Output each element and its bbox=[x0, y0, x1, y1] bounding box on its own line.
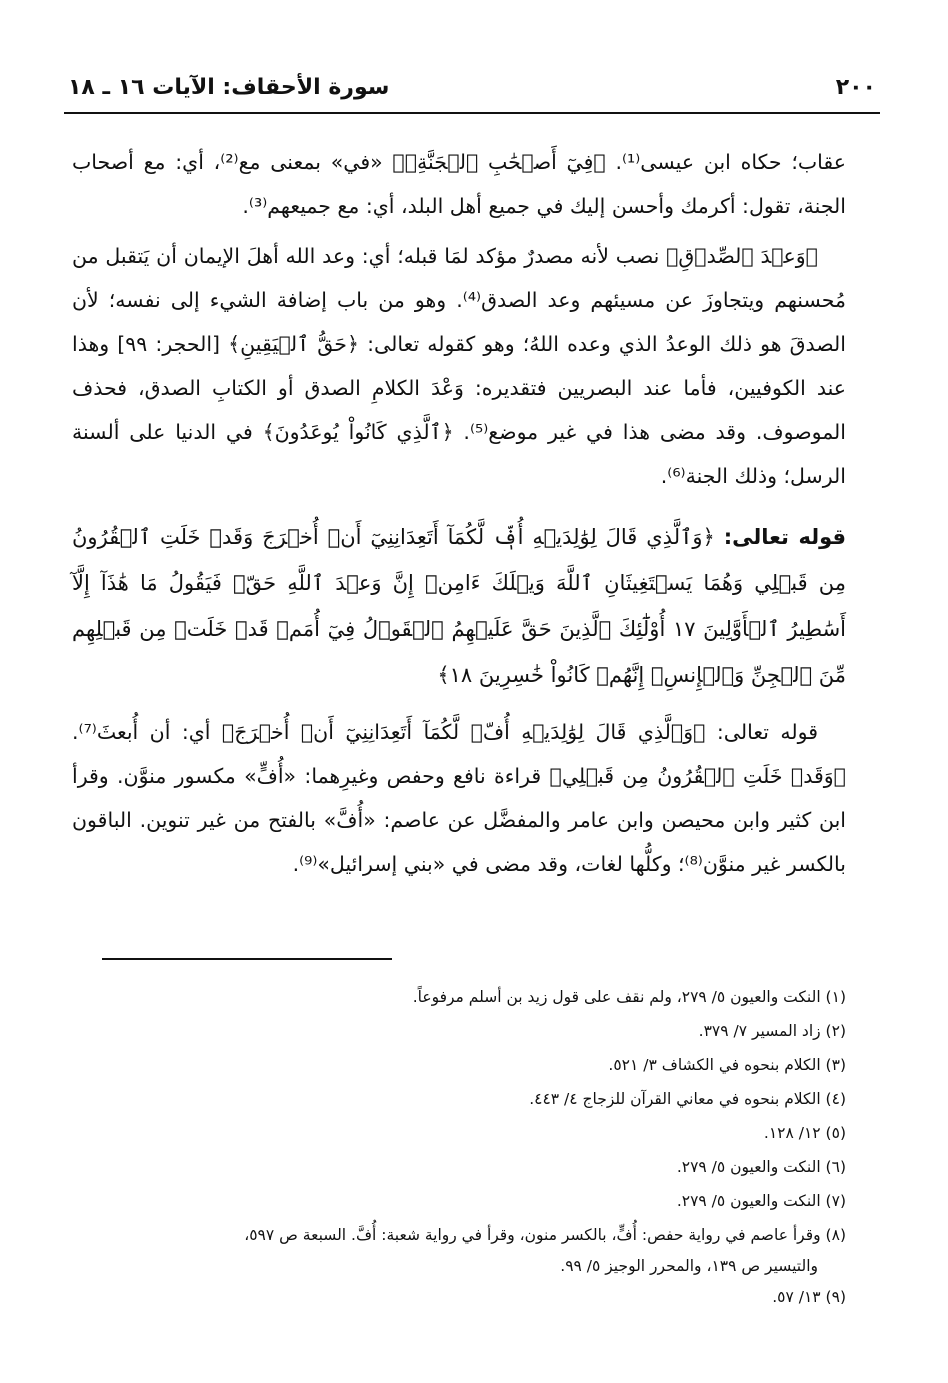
paragraph-2: ﴿وَعۡدَ ٱلصِّدۡقِ﴾ نصب لأنه مصدرٌ مؤكد لمَا قبله؛ أي: وعد الله أهلَ الإيمان أن يَتقبل من مُحسنهم ويتجاوزَ عن مسيئهم وعد الصدق⁽⁴⁾. وهو من باب إضافة الشيء إلى نفسه؛ لأن الصدقَ هو ذلك الوعدُ الذي وعده اللهُ؛ وهو كقوله تعالى: ﴿حَقُّ ٱلۡيَقِينِ﴾ [الحجر: ٩٩] وهذا عند الكوفيين، فأما عند البصريين فتقديره: وَعْدَ الكلامِ الصدق أو الكتابِ الصدق، فحذف الموصوف. وقد مضى هذا في غير موضع⁽⁵⁾. ﴿ٱلَّذِي كَانُواْ يُوعَدُونَ﴾ في الدنيا على ألسنة الرسل؛ وذلك الجنة⁽⁶⁾. bbox=[72, 244, 846, 488]
footnote-1: (١) النكت والعيون ٥/ ٢٧٩، ولم نقف على قول زيد بن أسلم مرفوعاً. bbox=[412, 988, 846, 1006]
footnote-7: (٧) النكت والعيون ٥/ ٢٧٩. bbox=[676, 1192, 846, 1210]
footnote-rule bbox=[102, 958, 392, 960]
footnote-3: (٣) الكلام بنحوه في الكشاف ٣/ ٥٢١. bbox=[608, 1056, 846, 1074]
footnotes bbox=[70, 980, 846, 1314]
footnote-6: (٦) النكت والعيون ٥/ ٢٧٩. bbox=[676, 1158, 846, 1176]
page-number: ٢٠٠ bbox=[835, 75, 876, 100]
running-title: سورة الأحقاف: الآيات ١٦ ـ ١٨ bbox=[68, 75, 390, 100]
verse-text: ﴿وَٱلَّذِي قَالَ لِوَٰلِدَيۡهِ أُفّٖ لَّكُمَآ أَتَعِدَانِنِيٓ أَنۡ أُخۡرَجَ وَقَدۡ خَلَتِ ٱلۡقُرُونُ مِن قَبۡلِي وَهُمَا يَسۡتَغِيثَانِ ٱللَّهَ وَيۡلَكَ ءَامِنۡ إِنَّ وَعۡدَ ٱللَّهِ حَقّٞ فَيَقُولُ مَا هَٰذَآ إِلَّآ أَسَٰطِيرُ ٱلۡأَوَّلِينَ ١٧ أُوْلَٰٓئِكَ ٱلَّذِينَ حَقَّ عَلَيۡهِمُ ٱلۡقَوۡلُ فِيٓ أُمَمٖ قَدۡ خَلَتۡ مِن قَبۡلِهِم مِّنَ ٱلۡجِنِّ وَٱلۡإِنسِۖ إِنَّهُمۡ كَانُواْ خَٰسِرِينَ ١٨﴾ bbox=[72, 525, 846, 687]
commentary-paragraph: قوله تعالى: ﴿وَٱلَّذِي قَالَ لِوَٰلِدَيۡهِ أُفّٖ لَّكُمَآ أَتَعِدَانِنِيٓ أَنۡ أُخۡرَجَ﴾ أي: أن أُبعثَ⁽⁷⁾. ﴿وَقَدۡ خَلَتِ ٱلۡقُرُونُ مِن قَبۡلِي﴾ قراءة نافع وحفص وغيرِهما: «أُفٍّ» مكسور منوَّن. وقرأ ابن كثير وابن محيصن وابن عامر والمفضَّل عن عاصم: «أُفَّ» بالفتح من غير تنوين. الباقون بالكسر غير منوَّن⁽⁸⁾؛ وكلُّها لغات، وقد مضى في «بني إسرائيل»⁽⁹⁾. bbox=[72, 720, 846, 876]
verse-lead: قوله تعالى: bbox=[723, 525, 846, 549]
footnote-8-continued: والتيسير ص ١٣٩، والمحرر الوجيز ٥/ ٩٩. bbox=[560, 1257, 818, 1275]
footnote-4: (٤) الكلام بنحوه في معاني القرآن للزجاج ٤/ ٤٤٣. bbox=[529, 1090, 846, 1108]
footnote-9: (٩) ١٣/ ٥٧. bbox=[772, 1288, 846, 1306]
footnote-8: (٨) وقرأ عاصم في رواية حفص: أُفٍّ، بالكسر منون، وقرأ في رواية شعبة: أُفَّ. السبعة ص ٥٩٧، bbox=[244, 1226, 846, 1244]
header-rule bbox=[64, 112, 880, 114]
footnote-5: (٥) ١٢/ ١٢٨. bbox=[763, 1124, 846, 1142]
footnote-2: (٢) زاد المسير ٧/ ٣٧٩. bbox=[698, 1022, 846, 1040]
main-text bbox=[72, 140, 846, 892]
paragraph-1: عقاب؛ حكاه ابن عيسى⁽¹⁾. ﴿فِيٓ أَصۡحَٰبِ ٱلۡجَنَّةِۖ﴾ «في» بمعنى مع⁽²⁾، أي: مع أصحاب الجنة، تقول: أكرمك وأحسن إليك في جميع أهل البلد، أي: مع جميعهم⁽³⁾. bbox=[72, 150, 846, 218]
verse-block bbox=[72, 514, 846, 698]
running-header bbox=[68, 64, 876, 100]
